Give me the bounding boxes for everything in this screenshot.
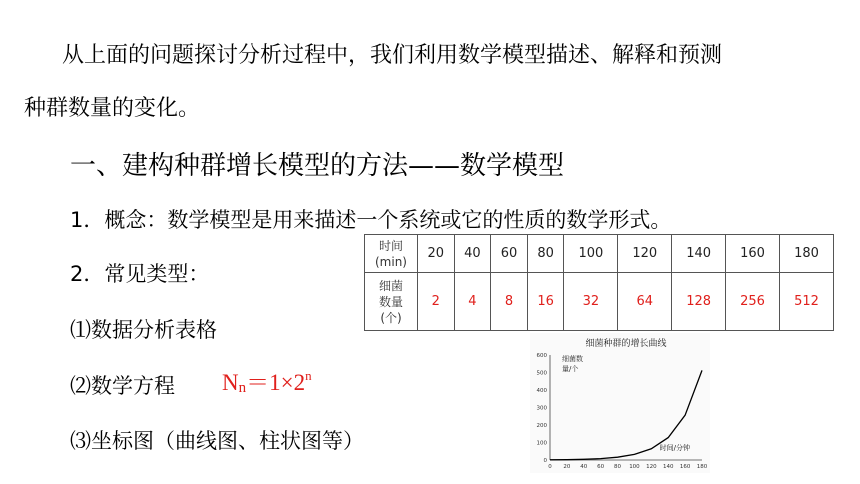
chart-xlabel: 时间/分钟 [659, 444, 690, 452]
table-cell-count: 64 [618, 273, 672, 331]
bacteria-data-table [364, 234, 834, 331]
type-item-equation: ⑵数学方程 [70, 374, 175, 398]
chart-title: 细菌种群的增长曲线 [585, 339, 667, 349]
chart-y-tick-label: 0 [543, 458, 547, 464]
chart-y-tick-label: 300 [536, 405, 547, 412]
chart-y-tick-label: 200 [536, 423, 547, 429]
table-cell-time: 40 [454, 235, 491, 273]
table-header-count [365, 273, 418, 331]
table-cell-time: 60 [491, 235, 528, 273]
chart-x-tick-label: 40 [580, 464, 588, 470]
table-cell-count: 16 [527, 273, 564, 331]
table-cell-time: 100 [564, 235, 618, 273]
chart-ylabel-line1: 细菌数 [562, 355, 583, 363]
growth-curve-svg [530, 333, 710, 473]
chart-y-tick-label: 400 [536, 388, 547, 394]
table-cell-count: 256 [726, 273, 780, 331]
chart-x-tick-label: 140 [662, 464, 674, 470]
table-cell-count: 8 [491, 273, 528, 331]
chart-x-tick-label: 100 [629, 464, 640, 470]
table-cell-time: 160 [726, 235, 780, 273]
concept-definition: 1．概念：数学模型是用来描述一个系统或它的性质的数学形式。 [70, 208, 672, 232]
table-cell-count: 4 [454, 273, 491, 331]
chart-x-tick-label: 20 [563, 464, 571, 470]
intro-paragraph-line1: 从上面的问题探讨分析过程中，我们利用数学模型描述、解释和预测 [62, 43, 723, 68]
table-cell-time: 80 [527, 235, 564, 273]
chart-x-tick-label: 60 [597, 464, 605, 470]
table-header-time-line1: 时间 [378, 238, 403, 253]
table-cell-time: 20 [418, 235, 455, 273]
types-label: 2．常见类型： [70, 262, 210, 286]
chart-x-tick-label: 120 [646, 464, 657, 470]
chart-x-tick-label: 180 [696, 464, 708, 470]
formula-sub: n [238, 380, 247, 396]
type-item-table: ⑴数据分析表格 [70, 318, 217, 342]
chart-y-tick-label: 100 [536, 440, 547, 447]
growth-formula [222, 364, 312, 397]
table-header-time-line2: (min) [375, 254, 407, 269]
table-row-count [365, 273, 834, 331]
table-cell-time: 180 [780, 235, 834, 273]
table-header-time [365, 235, 418, 273]
type-item-graph: ⑶坐标图（曲线图、柱状图等） [70, 429, 364, 453]
growth-curve-chart [530, 333, 710, 473]
intro-paragraph-line2: 种群数量的变化。 [24, 96, 201, 121]
chart-x-tick-label: 0 [548, 464, 552, 470]
chart-x-tick-label: 160 [679, 464, 691, 470]
table-row-time [365, 235, 834, 273]
section-heading: 一、建构种群增长模型的方法——数学模型 [70, 151, 565, 181]
table-cell-time: 140 [672, 235, 726, 273]
chart-y-tick-label: 600 [536, 353, 547, 359]
formula-rest: ＝1×2 [246, 370, 306, 395]
chart-y-tick-label: 500 [536, 370, 547, 377]
table-header-count-line1: 细菌 [378, 278, 403, 293]
table-cell-time: 120 [618, 235, 672, 273]
formula-sup: n [305, 368, 312, 383]
table-cell-count: 128 [672, 273, 726, 331]
table-header-count-line2: 数量 [378, 294, 403, 309]
chart-ylabel-line2: 量/个 [562, 365, 579, 373]
chart-x-tick-label: 80 [614, 464, 622, 470]
table-cell-count: 32 [564, 273, 618, 331]
table-cell-count: 512 [780, 273, 834, 331]
formula-base: N [222, 370, 239, 395]
table-header-count-line3: (个) [380, 310, 402, 325]
table-cell-count: 2 [418, 273, 455, 331]
